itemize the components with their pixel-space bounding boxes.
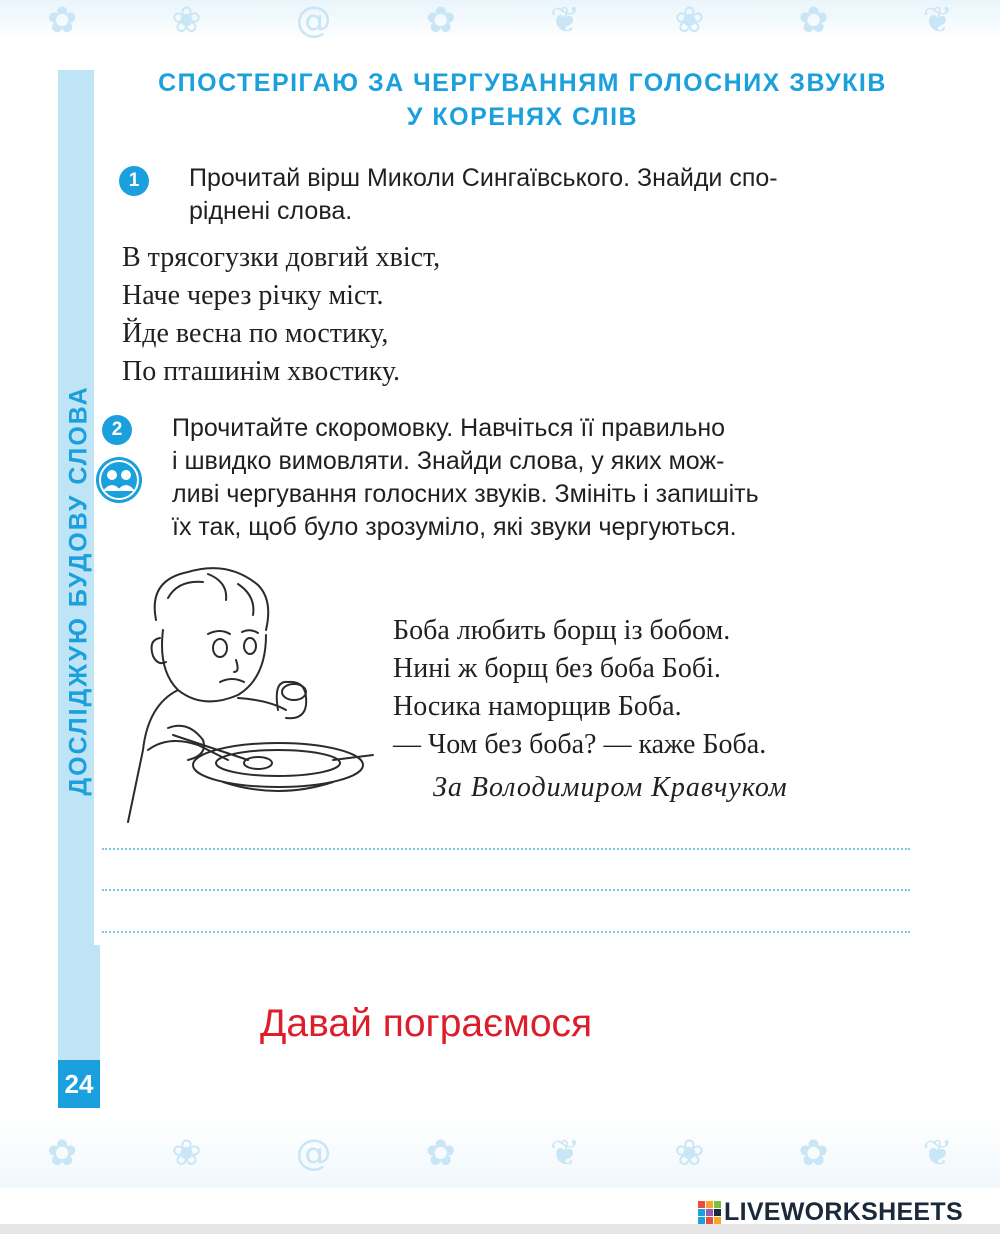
task1-poem (122, 239, 440, 391)
poem-line: Боба любить борщ із бобом. (393, 615, 731, 646)
poem-line: Носика наморщив Боба. (393, 691, 682, 722)
bottom-decoration (0, 1118, 1000, 1188)
flower-icon: ❀ (171, 1132, 202, 1174)
page-number: 24 (58, 1060, 100, 1108)
leaf-icon: ❦ (549, 1132, 581, 1174)
section-label-text: ДОСЛІДЖУЮ БУДОВУ СЛОВА (64, 384, 93, 796)
flower-icon: ❀ (674, 0, 705, 41)
snail-icon: @ (295, 1132, 332, 1174)
boy-eating-illustration (108, 560, 378, 830)
brand-logo[interactable] (698, 1198, 963, 1227)
play-link[interactable]: Давай пограємося (260, 1002, 593, 1045)
flower-icon: ✿ (425, 0, 456, 41)
leaf-icon: ❦ (549, 0, 581, 41)
poem-line: Йде весна по мостику, (122, 318, 389, 349)
flower-icon: ❀ (171, 0, 202, 41)
poem-author: За Володимиром Кравчуком (433, 772, 788, 803)
brand-mark-icon (698, 1201, 721, 1224)
tongue-twister (393, 612, 766, 764)
instruction-line: Прочитай вірш Миколи Сингаївського. Знайди спо- (189, 164, 778, 192)
answer-line[interactable] (102, 848, 910, 850)
top-decoration (0, 0, 1000, 40)
task1-instruction (189, 162, 778, 228)
instruction-line: і швидко вимовляти. Знайди слова, у яких мож- (172, 447, 725, 475)
poem-line: В трясогузки довгий хвіст, (122, 242, 441, 273)
snail-icon: @ (295, 0, 332, 41)
group-work-icon (94, 455, 144, 505)
answer-line[interactable] (102, 889, 910, 891)
instruction-line: Прочитайте скоромовку. Навчіться її правильно (172, 414, 726, 442)
flower-icon: ✿ (798, 1132, 829, 1174)
leaf-icon: ❦ (922, 1132, 953, 1174)
instruction-line: ріднені слова. (189, 197, 353, 225)
flower-icon: ❀ (674, 1132, 705, 1174)
poem-line: По пташинім хвостику. (122, 356, 401, 387)
flower-icon: ✿ (798, 0, 829, 41)
instruction-line: ливі чергування голосних звуків. Змініть і запишіть (172, 480, 759, 508)
flower-icon: ✿ (47, 0, 78, 41)
answer-line[interactable] (102, 931, 910, 933)
flower-icon: ✿ (47, 1132, 78, 1174)
leaf-icon: ❦ (922, 0, 953, 41)
poem-line: — Чом без боба? — каже Боба. (393, 729, 767, 760)
instruction-line: їх так, щоб було зрозуміло, які звуки чергуються. (172, 513, 737, 541)
poem-line: Нині ж борщ без боба Бобі. (393, 653, 721, 684)
task-number-badge: 1 (119, 166, 149, 196)
section-label (62, 355, 96, 825)
page-title (120, 66, 925, 134)
task-number-badge: 2 (102, 415, 132, 445)
page-title-line: У КОРЕНЯХ СЛІВ (406, 103, 639, 131)
poem-line: Наче через річку міст. (122, 280, 384, 311)
brand-name: LIVEWORKSHEETS (724, 1198, 963, 1226)
page-title-line: СПОСТЕРІГАЮ ЗА ЧЕРГУВАННЯМ ГОЛОСНИХ ЗВУКІВ (158, 69, 887, 97)
task2-instruction (172, 412, 759, 544)
flower-icon: ✿ (425, 1132, 456, 1174)
